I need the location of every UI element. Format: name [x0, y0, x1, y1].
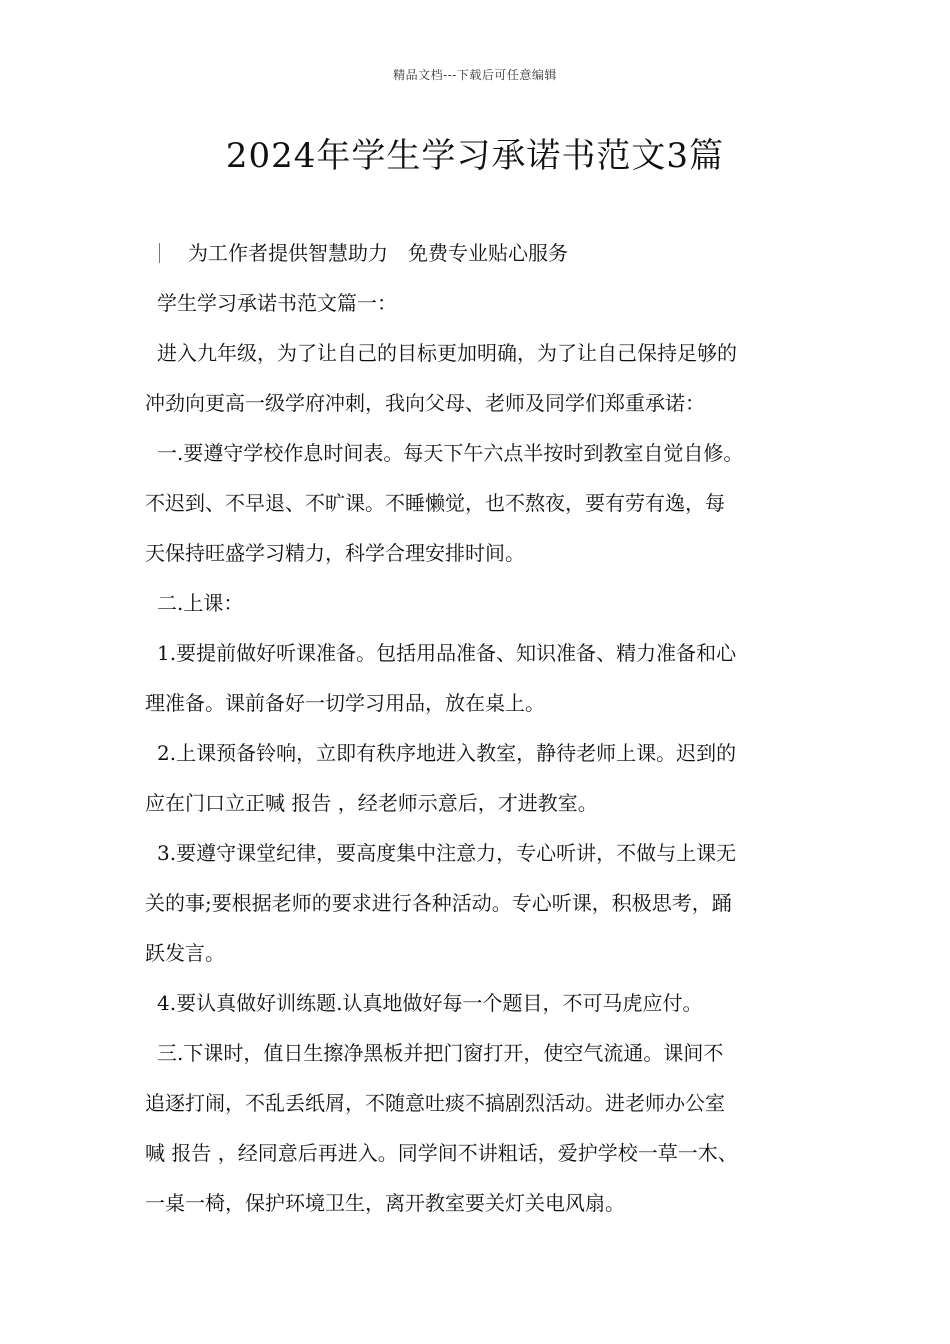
divider-bar	[159, 243, 160, 263]
paragraph-line: 天保持旺盛学习精力，科学合理安排时间。	[145, 541, 525, 565]
paragraph-line: 学生学习承诺书范文篇一：	[157, 291, 397, 315]
document-title: 2024年学生学习承诺书范文3篇	[225, 136, 725, 176]
slogan-line	[145, 228, 825, 278]
document-body	[145, 228, 825, 1228]
paragraph-line: 喊 报告 ，经同意后再进入。同学间不讲粗话，爱护学校一草一木、	[145, 1141, 738, 1165]
paragraph-line: 一桌一椅，保护环境卫生，离开教室要关灯关电风扇。	[145, 1191, 625, 1215]
paragraph-line: 3.要遵守课堂纪律，要高度集中注意力，专心听讲，不做与上课无	[157, 841, 737, 865]
paragraph-line: 1.要提前做好听课准备。包括用品准备、知识准备、精力准备和心	[157, 641, 737, 665]
header-note: 精品文档---下载后可任意编辑	[393, 68, 557, 82]
paragraph-line: 二.上课：	[157, 591, 244, 615]
paragraph-line: 三.下课时，值日生擦净黑板并把门窗打开，使空气流通。课间不	[157, 1041, 724, 1065]
paragraph-line: 进入九年级，为了让自己的目标更加明确，为了让自己保持足够的	[157, 341, 737, 365]
paragraph-line: 理准备。课前备好一切学习用品，放在桌上。	[145, 691, 545, 715]
paragraph-line: 关的事;要根据老师的要求进行各种活动。专心听课，积极思考，踊	[145, 891, 732, 915]
paragraph-line: 一.要遵守学校作息时间表。每天下午六点半按时到教室自觉自修。	[157, 441, 744, 465]
paragraph-line: 追逐打闹，不乱丢纸屑，不随意吐痰不搞剧烈活动。进老师办公室	[145, 1091, 725, 1115]
slogan-part-1: 为工作者提供智慧助力	[188, 241, 388, 265]
paragraph-line: 2.上课预备铃响，立即有秩序地进入教室，静待老师上课。迟到的	[157, 741, 737, 765]
paragraph-line: 冲劲向更高一级学府冲刺，我向父母、老师及同学们郑重承诺：	[145, 391, 705, 415]
paragraph-line: 应在门口立正喊 报告 ，经老师示意后，才进教室。	[145, 791, 598, 815]
slogan-part-2: 免费专业贴心服务	[408, 241, 568, 265]
paragraph-line: 跃发言。	[145, 941, 225, 965]
paragraph-line: 不迟到、不早退、不旷课。不睡懒觉，也不熬夜，要有劳有逸，每	[145, 491, 725, 515]
paragraph-line: 4.要认真做好训练题.认真地做好每一个题目，不可马虎应付。	[157, 991, 703, 1015]
